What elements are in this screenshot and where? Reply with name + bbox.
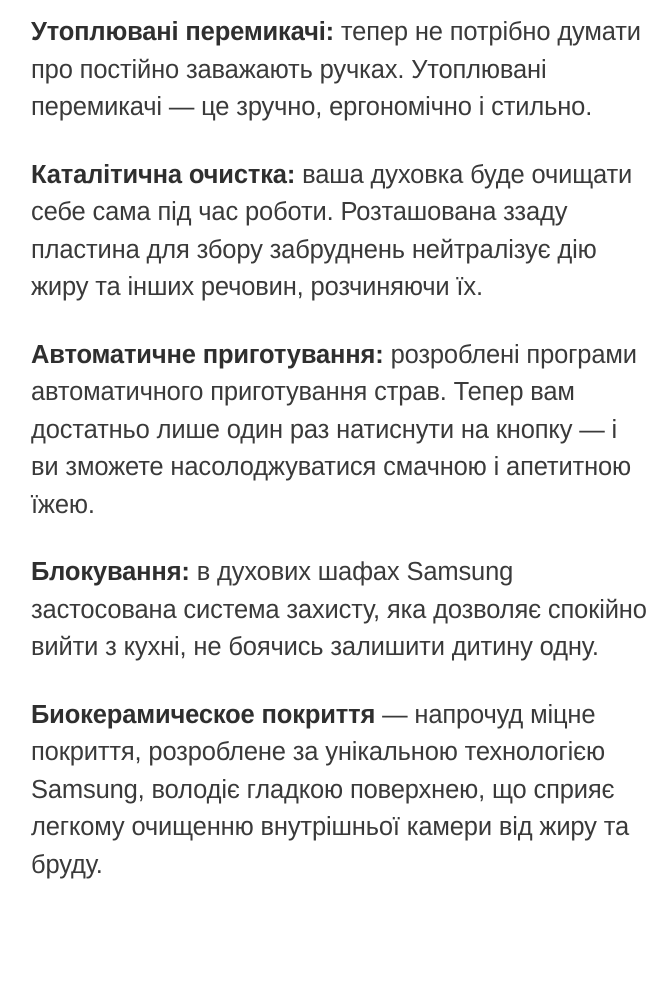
- feature-text: розроблені програми автоматичного приготування страв. Тепер вам достатньо лише один раз натиснути на кнопку — і ви зможете насолоджуватися смачною і апетитною їжею.: [31, 340, 637, 519]
- feature-title: Блокування:: [31, 558, 190, 586]
- feature-title: Биокерамическое покриття: [31, 700, 376, 729]
- feature-text: ваша духовка буде очищати себе сама під час роботи. Розташована ззаду пластина для збору забруднень нейтралізує дію жиру та інших речовин, розчиняючи їх.: [31, 160, 633, 301]
- feature-bioceramic-coating: [31, 697, 651, 885]
- feature-lock: [31, 554, 651, 667]
- feature-title: Автоматичне приготування:: [31, 340, 384, 369]
- feature-catalytic-cleaning: [31, 157, 651, 307]
- feature-text: тепер не потрібно думати про постійно заважають ручках. Утоплювані перемикачі — це зручно, ергономічно і стильно.: [31, 18, 641, 121]
- feature-title: Каталітична очистка:: [31, 160, 296, 189]
- feature-title: Утоплювані перемикачі:: [31, 18, 334, 46]
- feature-text: — напрочуд міцне покриття, розроблене за унікальною технологією Samsung, володіє гладкою поверхнею, що сприяє легкому очищенню внутрішньої камери від жиру та бруду.: [31, 700, 629, 879]
- feature-automatic-cooking: [31, 337, 651, 525]
- feature-text: в духових шафах Samsung застосована система захисту, яка дозволяє спокійно вийти з кухні, не боячись залишити дитину одну.: [31, 558, 647, 661]
- feature-recessed-switches: [31, 14, 651, 127]
